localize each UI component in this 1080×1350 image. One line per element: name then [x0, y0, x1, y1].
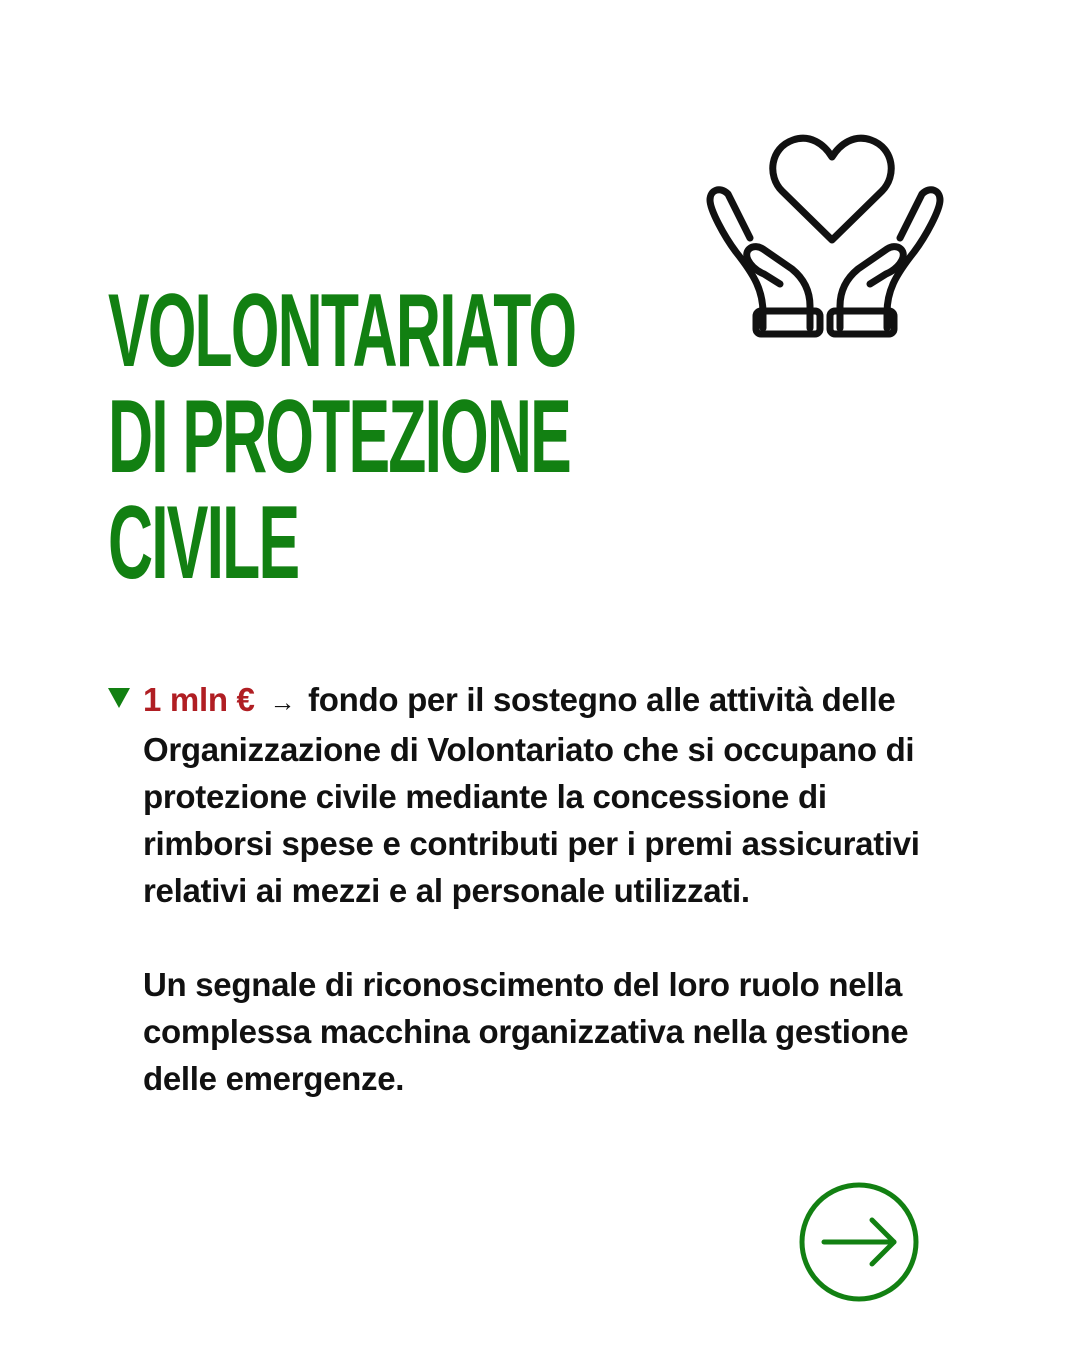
title-line-3: CIVILE: [108, 485, 299, 601]
triangle-down-icon: [108, 688, 130, 708]
amount-highlight: 1 mln €: [143, 681, 255, 718]
next-button[interactable]: [798, 1181, 920, 1303]
bullet-paragraph-2: [143, 961, 1008, 1102]
bullet-line-5: relativi ai mezzi e al personale utilizzati.: [143, 872, 750, 909]
bullet-item: [108, 676, 1008, 1102]
title-line-1: VOLONTARIATO: [108, 273, 576, 389]
bullet-line-3: protezione civile mediante la concessione di: [143, 778, 827, 815]
arrow-inline-icon: →: [269, 687, 296, 717]
bullet-line-2: Organizzazione di Volontariato che si occupano di: [143, 731, 915, 768]
page-title: [108, 273, 576, 601]
bullet-line-4: rimborsi spese e contributi per i premi assicurativi: [143, 825, 920, 862]
arrow-right-icon: [824, 1220, 894, 1264]
paragraph-2-line-1: Un segnale di riconoscimento del loro ruolo nella: [143, 966, 903, 1003]
hands-heart-icon: [700, 128, 950, 343]
title-line-2: DI PROTEZIONE: [108, 379, 570, 495]
bullet-line-1: fondo per il sostegno alle attività delle: [308, 681, 896, 718]
paragraph-2-line-2: complessa macchina organizzativa nella gestione: [143, 1013, 909, 1050]
bullet-paragraph-1: [143, 676, 1008, 914]
bullet-text: [143, 676, 1008, 1102]
paragraph-2-line-3: delle emergenze.: [143, 1060, 405, 1097]
